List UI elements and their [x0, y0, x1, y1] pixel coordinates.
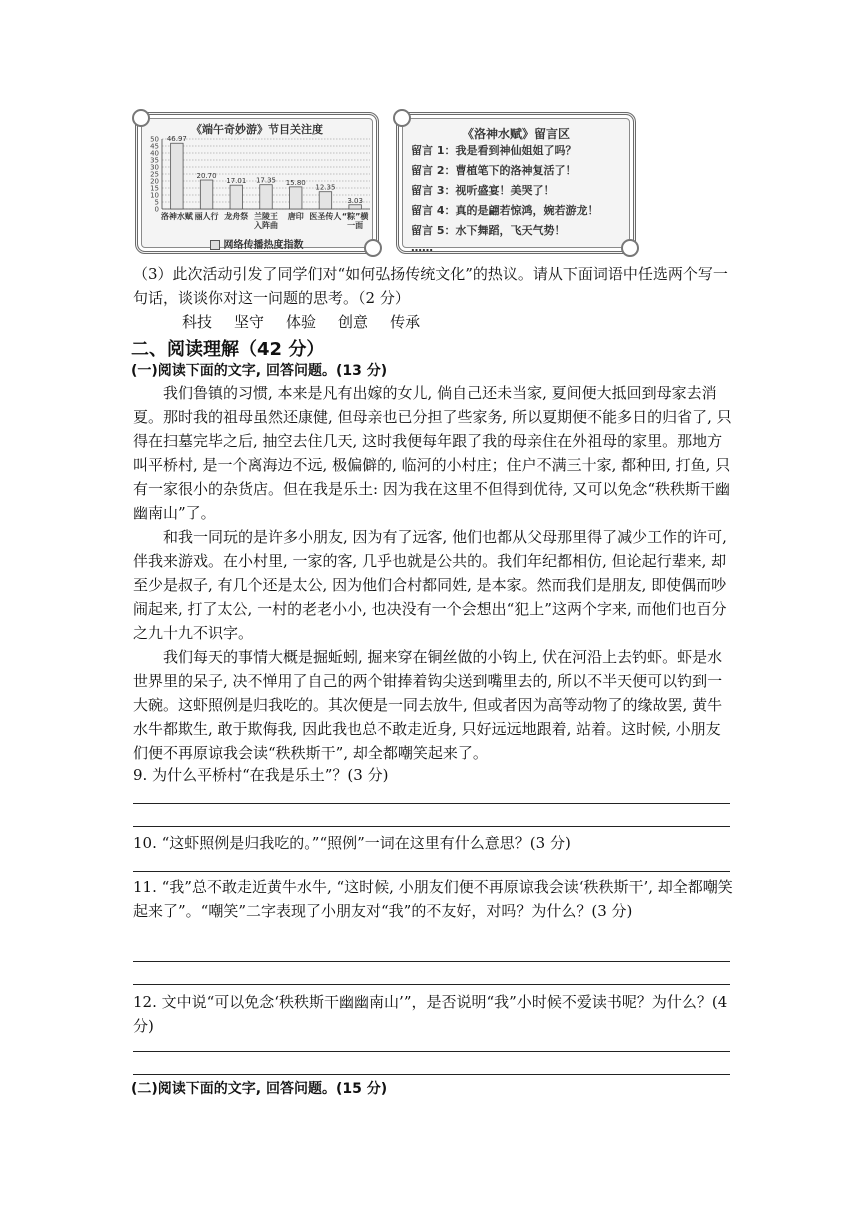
passage-paragraph: 和我一同玩的是许多小朋友, 因为有了远客, 他们也都从父母那里得了减少工作的许可, 伴我来游戏。在小村里, 一家的客, 几乎也就是公共的。我们年纪都相仿, 但论起行辈来, 却至少是叔子, 有几个还是太公, 因为他们合村都同姓, 是本家。然而我们是朋友, 即使偶而吵闹起来, 打了太公, 一村的老老小小, 也决没有一个会想出“犯上”这两个字来, 而他们也百分之九十九不识字。 [133, 528, 727, 642]
x-tick-label: 一面 [347, 221, 364, 230]
question-10: 10. “这虾照例是归我吃的。”“照例”一词在这里有什么意思？(3 分) [133, 834, 571, 852]
message-item: 留言 2：曹植笔下的洛神复活了！ [411, 164, 577, 177]
question-12: 12. 文中说“可以免念‘秩秩斯干幽幽南山’”，是否说明“我”小时候不爱读书呢？为什么？(4 分) [133, 993, 728, 1035]
data-label: 17.01 [226, 177, 247, 186]
question-3: （3）此次活动引发了同学们对“如何弘扬传统文化”的热议。请从下面词语中任选两个写一句话，谈谈你对这一问题的思考。（2 分） [133, 265, 728, 307]
y-tick-label: 50 [150, 135, 159, 144]
answer-line[interactable] [133, 1074, 730, 1075]
message-board [396, 112, 636, 254]
message-item: …… [411, 241, 433, 254]
data-label: 12.35 [315, 183, 336, 192]
y-tick-label: 0 [154, 205, 159, 214]
y-tick-label: 45 [150, 142, 159, 151]
message-item: 留言 4：真的是翩若惊鸿，婉若游龙！ [411, 204, 599, 217]
bar [230, 185, 242, 209]
y-tick-label: 25 [150, 170, 159, 179]
data-label: 15.80 [285, 178, 306, 187]
subsection-heading-2: (二)阅读下面的文字, 回答问题。(15 分) [131, 1081, 388, 1097]
bar [289, 187, 301, 209]
x-tick-label: 丽人行 [194, 212, 219, 221]
data-label: 17.35 [255, 176, 277, 185]
legend-label: 网络传播热度指数 [223, 240, 304, 251]
message-board-title: 《洛神水赋》留言区 [461, 127, 570, 141]
subsection-heading: (一)阅读下面的文字, 回答问题。(13 分) [131, 363, 388, 379]
section-heading: 二、阅读理解（42 分） [131, 339, 325, 360]
x-tick-label: 龙舟祭 [224, 212, 249, 221]
y-tick-label: 10 [150, 191, 159, 200]
data-label: 3.03 [347, 196, 363, 205]
x-tick-label: “粽”横 [341, 212, 369, 221]
x-tick-label: 入阵曲 [254, 221, 278, 230]
passage [133, 381, 733, 765]
bar [260, 185, 272, 209]
keyword: 体验 [286, 313, 317, 331]
answer-line[interactable] [133, 984, 730, 985]
answer-line[interactable] [133, 871, 730, 872]
message-item: 留言 1：我是看到神仙姐姐了吗？ [411, 144, 577, 157]
message-item: 留言 5：水下舞蹈，飞天气势！ [411, 224, 566, 237]
answer-line[interactable] [133, 826, 730, 827]
data-label: 46.97 [166, 135, 187, 144]
x-tick-label: 医圣传人 [309, 212, 342, 221]
y-tick-label: 5 [154, 198, 159, 207]
bar-chart [138, 133, 376, 237]
keyword: 科技 [182, 313, 213, 331]
chart-legend [210, 236, 303, 251]
keyword-list [182, 310, 442, 334]
message-list [411, 141, 598, 255]
keyword: 坚守 [234, 313, 265, 331]
x-tick-label: 兰陵王 [254, 212, 278, 221]
legend-swatch [210, 240, 220, 250]
bar [319, 192, 331, 209]
chart-title: 《端午奇妙游》节目关注度 [191, 123, 323, 136]
bar [171, 143, 183, 209]
y-tick-label: 40 [150, 149, 159, 158]
bar [349, 205, 361, 209]
y-tick-label: 20 [150, 177, 159, 186]
passage-paragraph: 我们每天的事情大概是掘蚯蚓, 掘来穿在铜丝做的小钩上, 伏在河沿上去钓虾。虾是水世界里的呆子, 决不惮用了自己的两个钳捧着钩尖送到嘴里去的, 所以不半天便可以钓到一大碗。这虾照例是归我吃的。其次便是一同去放牛, 但或者因为高等动物了的缘故罢, 黄牛水牛都欺生, 敢于欺侮我, 因此我也总不敢走近身, 只好远远地跟着, 站着。这时候, 小朋友们便不再原谅我会读“秩秩斯干”, 却全都嘲笑起来了。 [133, 648, 723, 762]
question-9: 9. 为什么平桥村“在我是乐土”？(3 分) [133, 766, 389, 784]
message-item: 留言 3：视听盛宴！美哭了！ [411, 184, 555, 197]
keyword: 传承 [390, 313, 421, 331]
answer-line[interactable] [133, 1051, 730, 1052]
chart-panel [135, 112, 379, 254]
y-tick-label: 35 [150, 156, 159, 165]
answer-line[interactable] [133, 803, 730, 804]
keyword: 创意 [338, 313, 369, 331]
x-tick-label: 洛神水赋 [160, 212, 193, 221]
data-label: 20.70 [196, 172, 217, 181]
x-tick-label: 唐印 [287, 212, 304, 221]
question-11: 11. “我”总不敢走近黄牛水牛, “这时候, 小朋友们便不再原谅我会读‘秩秩斯干’, 却全都嘲笑起来了”。“嘲笑”二字表现了小朋友对“我”的不友好，对吗？为什么？(3 分) [133, 878, 733, 920]
bar [200, 180, 212, 209]
y-tick-label: 15 [150, 184, 159, 193]
answer-line[interactable] [133, 961, 730, 962]
y-tick-label: 30 [150, 163, 159, 172]
passage-paragraph: 我们鲁镇的习惯, 本来是凡有出嫁的女儿, 倘自己还未当家, 夏间便大抵回到母家去消夏。那时我的祖母虽然还康健, 但母亲也已分担了些家务, 所以夏期便不能多日的归省了, 只得在扫墓完毕之后, 抽空去住几天, 这时我便每年跟了我的母亲住在外祖母的家里。那地方叫平桥村, 是一个离海边不远, 极偏僻的, 临河的小村庄；住户不满三十家, 都种田, 打鱼, 只有一家很小的杂货店。但在我是乐土: 因为我在这里不但得到优待, 又可以免念“秩秩斯干幽幽南山”了。 [133, 384, 732, 522]
